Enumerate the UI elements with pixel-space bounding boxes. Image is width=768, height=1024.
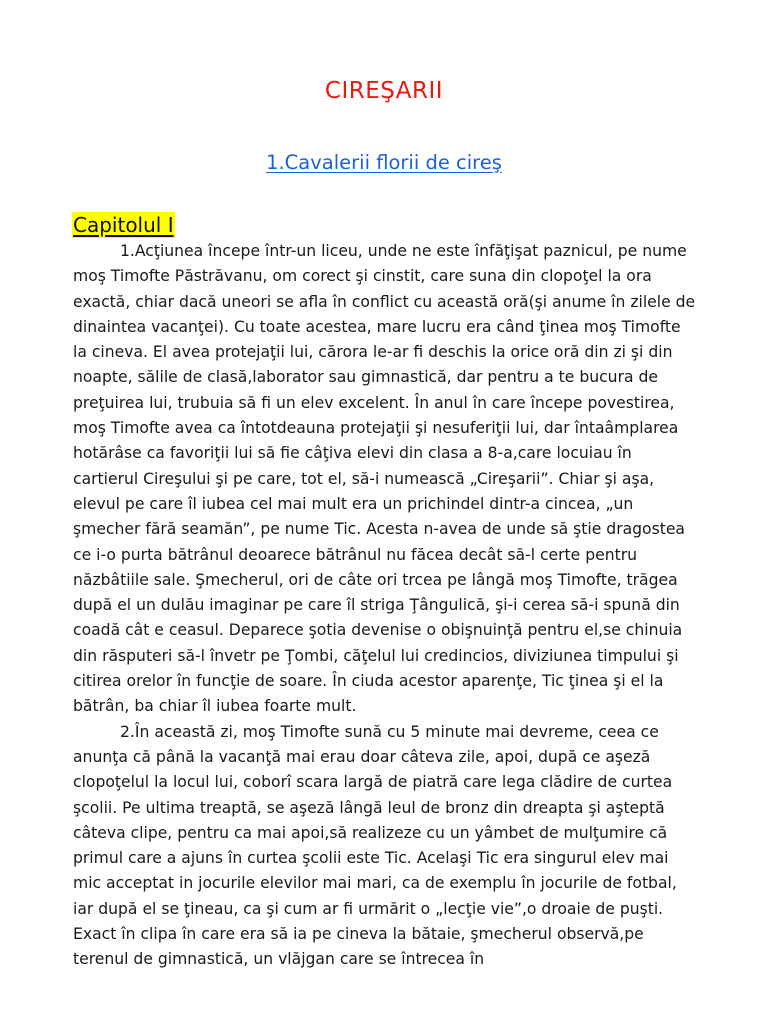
chapter-heading: Capitolul I xyxy=(73,213,174,237)
paragraph-1: 1.Acţiunea începe într-un liceu, unde ne este înfăţişat paznicul, pe nume moş Timofte Păstrăvanu, om corect şi cinstit, care suna din clopoţel la ora exactă, chiar dacă uneori se afla în conflict cu această oră(şi anume în zilele de dinaintea vacanţei). Cu toate acestea, mare lucru era când ţinea moş Timofte la cineva. El avea protejaţii lui, cărora le-ar fi deschis la orice oră din zi şi din noapte, sălile de clasă,laborator sau gimnastică, dar pentru a te bucura de preţuirea lui, trubuia să fi un elev excelent. În anul în care începe povestirea, moş Timofte avea ca întotdeauna protejaţii şi nesuferiţii lui, dar întaâmplarea hotărâse ca favoriţii lui să fie câţiva elevi din clasa a 8-a,care locuiau în cartierul Cireşului şi pe care, tot el, să-i numească „Cireşarii”. Chiar şi aşa, elevul pe care îl iubea cel mai mult era un prichindel dintr-a cincea, „un şmecher fără seamăn”, pe nume Tic. Acesta n-avea de unde să ştie dragostea ce i-o purta bătrânul deoarece bătrânul nu făcea decât să-l certe pentru năzbâtiile sale. Şmecherul, ori de câte ori trcea pe lângă moş Timofte, trăgea după el un dulău imaginar pe care îl striga Ţângulică, şi-i cerea să-i spună din coadă cât e ceasul. Deparece şotia devenise o obişnuinţă pentru el,se chinuia din răsputeri să-l învetr pe Ţombi, căţelul lui credincios, diviziunea timpului şi citirea orelor în funcţie de soare. În ciuda acestor aparenţe, Tic ţinea şi el la bătrân, ba chiar îl iubea foarte mult. xyxy=(73,242,696,716)
document-title: CIREŞARII xyxy=(324,78,444,104)
section-heading: 1.Cavalerii florii de cireş xyxy=(266,151,502,174)
paragraph-2: 2.În această zi, moş Timofte sună cu 5 minute mai devreme, ceea ce anunţa că până la vacanţă mai erau doar câteva zile, apoi, după ce aşeză clopoţelul la locul lui, coborî scara largă de piatră care lega clădire de curtea şcolii. Pe ultima treaptă, se aşeză lângă leul de bronz din dreapta şi aşteptă câteva clipe, pentru ca mai apoi,să realizeze cu un yâmbet de mulţumire că primul care a ajuns în curtea şcolii este Tic. Acelaşi Tic era singurul elev mai mic acceptat in jocurile elevilor mai mari, ca de exemplu în jocurile de fotbal, iar după el se ţineau, ca şi cum ar fi urmărit o „lecţie vie”,o droaie de puşti. Exact în clipa în care era să ia pe cineva la bătaie, şmecherul observă,pe terenul de gimnastică, un vlăjgan care se întrecea în xyxy=(73,722,677,969)
body-text xyxy=(73,239,697,973)
